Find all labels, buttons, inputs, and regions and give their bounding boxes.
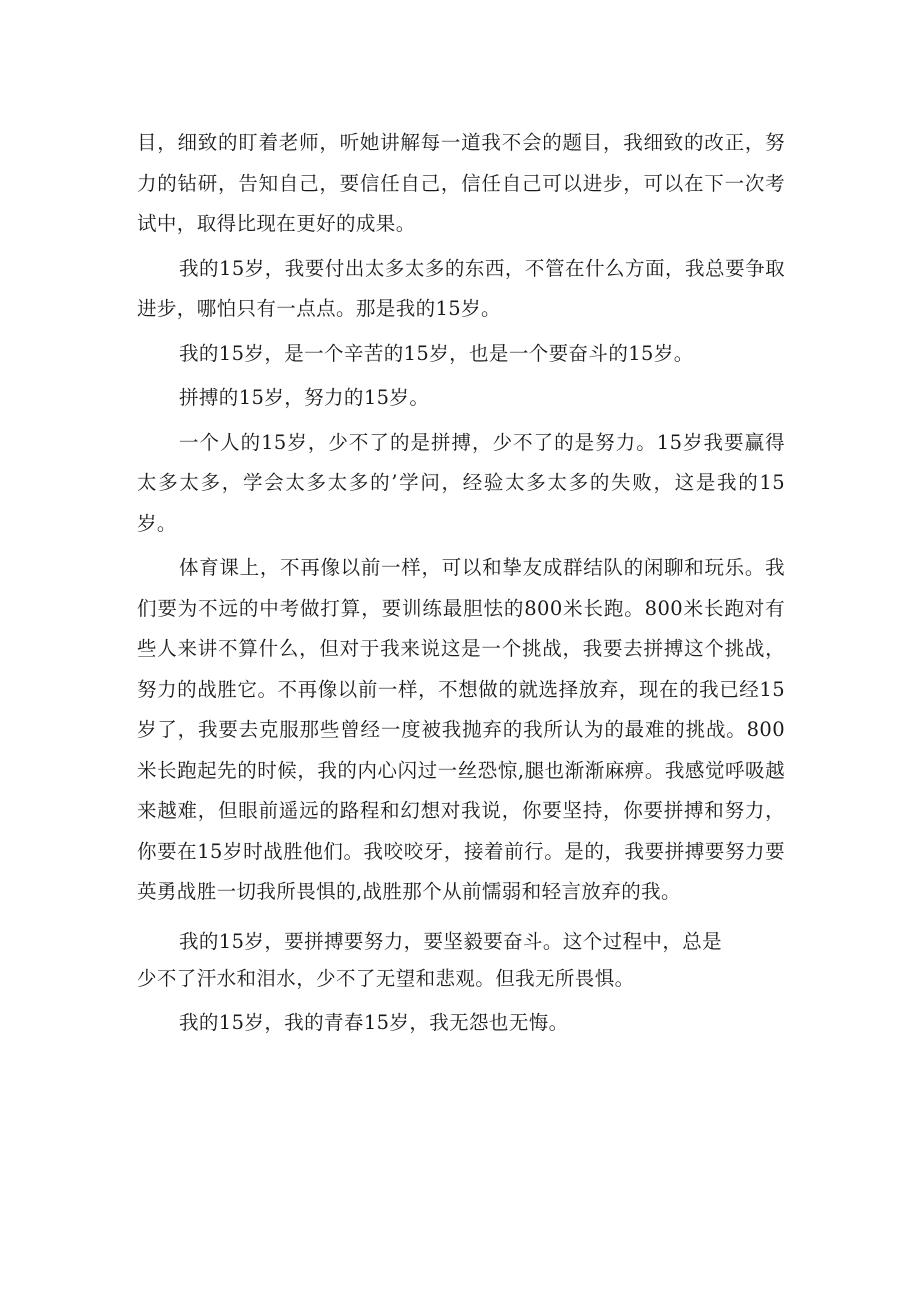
paragraph-2: 我的15岁，我要付出太多太多的东西，不管在什么方面，我总要争取进步，哪怕只有一点点。那是我的15岁。 [137, 256, 785, 320]
paragraph-7-line-1: 我的15岁，要拼搏要努力，要坚毅要奋斗。这个过程中，总是 [179, 929, 723, 953]
document-body [137, 123, 785, 1043]
paragraph-5: 一个人的15岁，少不了的是拼搏，少不了的是努力。15岁我要赢得太多太多，学会太多太多的’学问，经验太多太多的失败，这是我的15岁。 [137, 430, 785, 535]
paragraph-4: 拼搏的15岁，努力的15岁。 [179, 386, 430, 409]
paragraph-8: 我的15岁，我的青春15岁，我无怨也无悔。 [179, 1010, 569, 1034]
paragraph-3: 我的15岁，是一个辛苦的15岁，也是一个要奋斗的15岁。 [179, 341, 694, 365]
paragraph-1: 目，细致的盯着老师，听她讲解每一道我不会的题目，我细致的改正，努力的钻研，告知自己，要信任自己，信任自己可以进步，可以在下一次考试中，取得比现在更好的成果。 [137, 131, 785, 235]
paragraph-7-line-2: 少不了汗水和泪水，少不了无望和悲观。但我无所畏惧。 [137, 966, 635, 990]
paragraph-6: 体育课上，不再像以前一样，可以和挚友成群结队的闲聊和玩乐。我们要为不远的中考做打算，要训练最胆怯的800米长跑。800米长跑对有些人来讲不算什么，但对于我来说这是一个挑战，我要去拼搏这个挑战，努力的战胜它。不再像以前一样，不想做的就选择放弃，现在的我已经15岁了，我要去克服那些曾经一度被我抛弃的我所认为的最难的挑战。800米长跑起先的时候，我的内心闪过一丝恐惊,腿也渐渐麻痹。我感觉呼吸越来越难，但眼前遥远的路程和幻想对我说，你要坚持，你要拼搏和努力，你要在15岁时战胜他们。我咬咬牙，接着前行。是的，我要拼搏要努力要英勇战胜一切我所畏惧的,战胜那个从前懦弱和轻言放弃的我。 [137, 556, 785, 903]
